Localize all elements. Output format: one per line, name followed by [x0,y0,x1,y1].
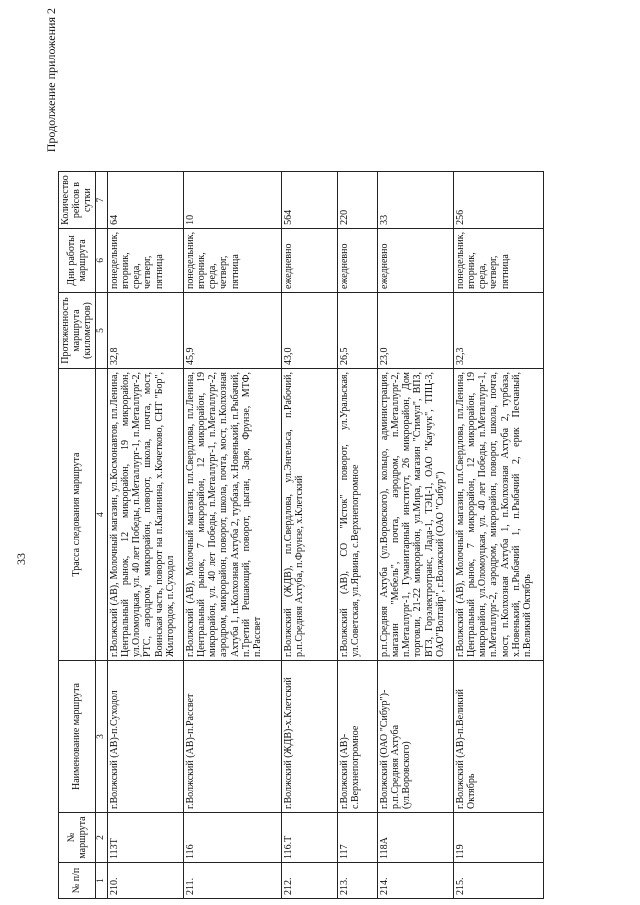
header-cell: Трасса следования маршрута [59,369,96,661]
header-cell: Количество рейсов в сутки [59,172,96,229]
header-cell: Протяженность маршрута (километров) [59,293,96,369]
column-number: 3 [95,661,107,813]
route-length: 32,3 [453,293,543,369]
routes-table [58,171,544,899]
route-number: 116.Т [281,813,337,863]
row-index: 215. [453,863,543,899]
column-number: 5 [95,293,107,369]
route-trips: 564 [281,172,337,229]
route-path: г.Волжский (АВ), СО "Исток" поворот, ул.Уральская, ул.Советская, ул.Ярвина, с.Верхнепогромное [337,369,377,661]
route-name: г.Волжский (АВ)-с.Верхнепогромное [337,661,377,813]
column-number: 4 [95,369,107,661]
route-days: ежедневно [281,228,337,292]
row-index: 211. [183,863,281,899]
route-trips: 256 [453,172,543,229]
header-row [59,172,96,899]
row-index: 213. [337,863,377,899]
route-number: 113Т [107,813,183,863]
page-number: 33 [14,553,28,565]
continuation-label: Продолжение приложения 2 [44,8,58,153]
route-trips: 10 [183,172,281,229]
route-length: 43,0 [281,293,337,369]
header-cell: № п/п [59,863,96,899]
column-number-row [95,172,107,899]
table-row [183,172,281,899]
route-number: 119 [453,813,543,863]
route-name: г.Волжский (АВ)-п.Суходол [107,661,183,813]
route-days: понедельник, вторник, среда, четверг, пятница [183,228,281,292]
route-days: понедельник, вторник, среда, четверг, пятница [107,228,183,292]
table-row [281,172,337,899]
column-number: 1 [95,863,107,899]
row-index: 212. [281,863,337,899]
route-name: г.Волжский (АВ)-п.Рассвет [183,661,281,813]
route-number: 117 [337,813,377,863]
table-row [337,172,377,899]
route-length: 45,9 [183,293,281,369]
route-trips: 220 [337,172,377,229]
row-index: 210. [107,863,183,899]
route-number: 116 [183,813,281,863]
header-cell: № маршрута [59,813,96,863]
route-days: ежедневно [337,228,377,292]
route-path: р.п.Средняя Ахтуба (ул.Воровского), кольцо, администрация, магазин "Мебель", почта, аэродром, п.Металлург-2, п.Металлург-1, Гуманитарный институт, 26 микрорайон, Дом торговли, 21-22 микрорайон, ул.Мира, магазин "Стимул", ВПЗ, ВТЗ, Горэлектротранс, Лада-1, ТЭЦ-1, ОАО "Каучук", ТПЦ-3, ОАО"Волтайр", г.Волжский (ОАО "Сибур") [377,369,453,661]
route-name: г.Волжский (АВ)-п.Великий Октябрь [453,661,543,813]
column-number: 2 [95,813,107,863]
route-name: г.Волжский (ЖДВ)-х.Клетский [281,661,337,813]
route-trips: 64 [107,172,183,229]
header-cell: Наименование маршрута [59,661,96,813]
route-path: г.Волжский (АВ), Молочный магазин, пл.Свердлова, пл.Ленина, Центральный рынок, 7 микрорайон, 12 микрорайон, 19 микрорайон, ул.Оломоуцкая, ул. 40 лет Победы, п.Металлург-1, п.Металлург-2, аэродром, микрорайон, поворот, школа, почта, мост, п.Колхозная Ахтуба 1, п.Колхозная Ахтуба 2, турбаза, х.Новенький, п.Рыбачий 1, п.Рыбачий 2, ерик Песчаный, п.Великий Октябрь [453,369,543,661]
route-days: ежедневно [377,228,453,292]
route-length: 26,5 [337,293,377,369]
route-path: г.Волжский (ЖДВ), пл.Свердлова, ул.Энгельса, п.Рабочий, р.п.Средняя Ахтуба, п.Фрунзе, х.Клетский [281,369,337,661]
route-days: понедельник, вторник, среда, четверг, пятница [453,228,543,292]
route-path: г.Волжский (АВ), Молочный магазин, ул.Космонавтов, пл.Ленина, Центральный рынок, 12 микрорайон, 19 микрорайон, ул.Оломоуцкая, ул. 40 лет Победы, п.Металлург-1, п.Металлург-2, РТС, аэродром, микрорайон, поворот, школа, почта, мост, Воинская часть, поворот на п.Калинина, х.Кочетково, СНТ "Бор", Жилгородок, п.Суходол [107,369,183,661]
route-length: 32,8 [107,293,183,369]
route-path: г.Волжский (АВ), Молочный магазин, пл.Свердлова, пл.Ленина, Центральный рынок, 7 микрорайон, 12 микрорайон, 19 микрорайон, ул. 40 лет Победы, п.Металлург-1, п.Металлург-2, аэродром, микрорайон, поворот, школа, почта, мост, п.Колхозная Ахтуба 1, п.Колхозная Ахтуба 2, турбаза, х.Новенький, п.Рыбачий, п.Третий Решающий, поворот, цыган, Заря, Фрунзе, МТФ, п.Рассвет [183,369,281,661]
route-number: 118А [377,813,453,863]
row-index: 214. [377,863,453,899]
table-row [107,172,183,899]
column-number: 6 [95,228,107,292]
table-row [377,172,453,899]
table-row [453,172,543,899]
route-length: 23,0 [377,293,453,369]
header-cell: Дни работы маршрута [59,228,96,292]
column-number: 7 [95,172,107,229]
route-trips: 33 [377,172,453,229]
route-name: г.Волжский (ОАО "Сибур")-р.п.Средняя Ахтуба (ул.Воровского) [377,661,453,813]
